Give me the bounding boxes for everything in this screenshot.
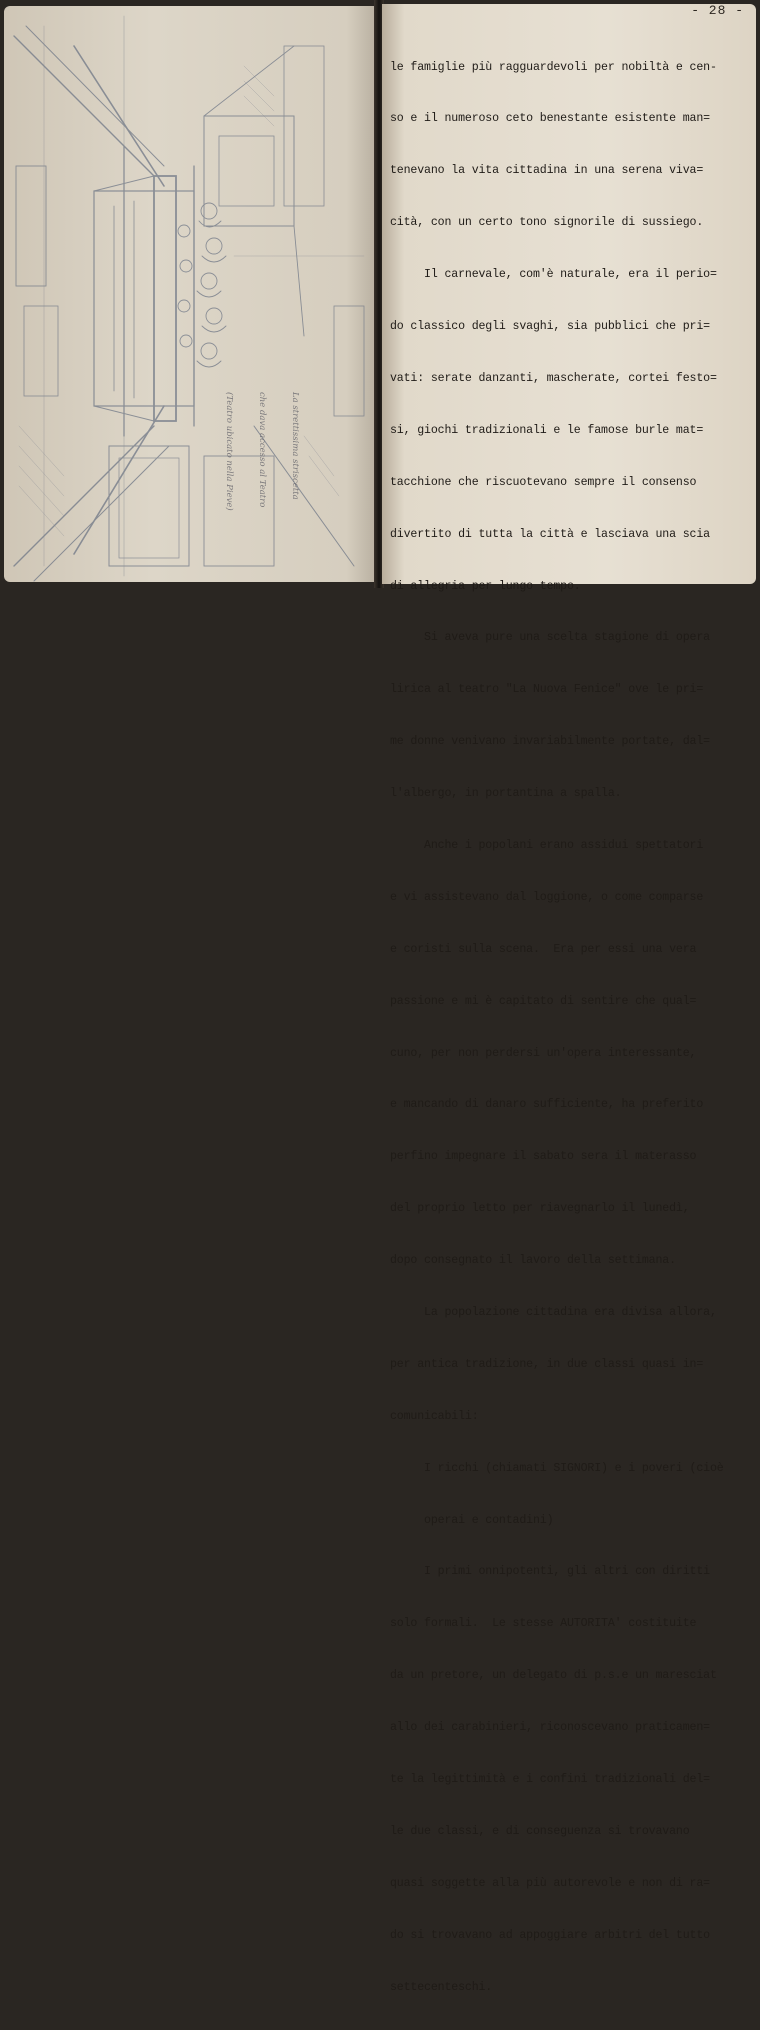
page-number: - 28 - <box>691 3 744 18</box>
text-line: cità, con un certo tono signorile di sussiego. <box>390 216 704 230</box>
text-line: comunicabili: <box>390 1409 479 1423</box>
text-line: te la legittimità e i confini tradizionali del= <box>390 1772 710 1786</box>
text-line: quasi soggette alla più autorevole e non di ra= <box>390 1876 710 1890</box>
left-page <box>4 6 376 582</box>
text-line: del proprio letto per riavegnarlo il lunedì, <box>390 1202 690 1216</box>
caption-line: (Teatro ubicato nella Pieve) <box>224 392 234 511</box>
text-line: le due classi, e di conseguenza si trovavano <box>390 1824 690 1838</box>
text-line: cuno, per non perdersi un'opera interessante, <box>390 1046 697 1060</box>
caption-line: che dava accesso al Teatro <box>257 392 267 508</box>
text-line: da un pretore, un delegato di p.s.e un maresciat <box>390 1669 717 1683</box>
text-line: e coristi sulla scena. Era per essi una vera <box>390 942 697 956</box>
text-line: so e il numeroso ceto benestante esistente man= <box>390 112 710 126</box>
text-line: le famiglie più ragguardevoli per nobiltà e cen- <box>390 60 717 74</box>
text-line: I primi onnipotenti, gli altri con diritti <box>390 1565 710 1579</box>
text-line: per antica tradizione, in due classi quasi in= <box>390 1357 704 1371</box>
text-line: tenevano la vita cittadina in una serena viva= <box>390 164 704 178</box>
text-line: passione e mi è capitato di sentire che qual= <box>390 994 697 1008</box>
text-line: Anche i popolani erano assidui spettatori <box>390 838 704 852</box>
text-line: l'albergo, in portantina a spalla. <box>390 787 622 801</box>
text-line: allo dei carabinieri, riconoscevano praticamen= <box>390 1721 710 1735</box>
text-line: do classico degli svaghi, sia pubblici che pri= <box>390 320 710 334</box>
right-page <box>382 3 756 1994</box>
text-line: I ricchi (chiamati SIGNORI) e i poveri (cioè <box>390 1461 724 1475</box>
typewritten-text <box>390 24 752 2030</box>
text-line: Si aveva pure una scelta stagione di opera <box>390 631 710 645</box>
text-line: me donne venivano invariabilmente portate, dal= <box>390 735 710 749</box>
text-line: divertito di tutta la città e lasciava una scia <box>390 527 710 541</box>
text-line: e mancando di danaro sufficiente, ha preferito <box>390 1098 704 1112</box>
text-line: vati: serate danzanti, mascherate, cortei festo= <box>390 371 717 385</box>
text-line: perfino impegnare il sabato sera il materasso <box>390 1150 697 1164</box>
text-line: settecenteschi. <box>390 1980 493 1994</box>
text-line: di allegria per lungo tempo. <box>390 579 581 593</box>
text-line: do si trovavano ad appoggiare arbitri del tutto <box>390 1928 710 1942</box>
text-line: solo formali. Le stesse AUTORITA' costituite <box>390 1617 697 1631</box>
text-line: tacchione che riscuotevano sempre il consenso <box>390 475 697 489</box>
text-line: La popolazione cittadina era divisa allora, <box>390 1305 717 1319</box>
text-line: operai e contadini) <box>390 1513 554 1527</box>
text-line: Il carnevale, com'è naturale, era il perio= <box>390 268 717 282</box>
text-line: si, giochi tradizionali e le famose burle mat= <box>390 423 704 437</box>
caption-line: La strettissima striscetta <box>290 392 300 500</box>
text-line: e vi assistevano dal loggione, o come comparse <box>390 890 704 904</box>
text-line: dopo consegnato il lavoro della settimana. <box>390 1254 676 1268</box>
text-line: lirica al teatro "La Nuova Fenice" ove le pri= <box>390 683 704 697</box>
sketch-caption <box>201 392 322 511</box>
